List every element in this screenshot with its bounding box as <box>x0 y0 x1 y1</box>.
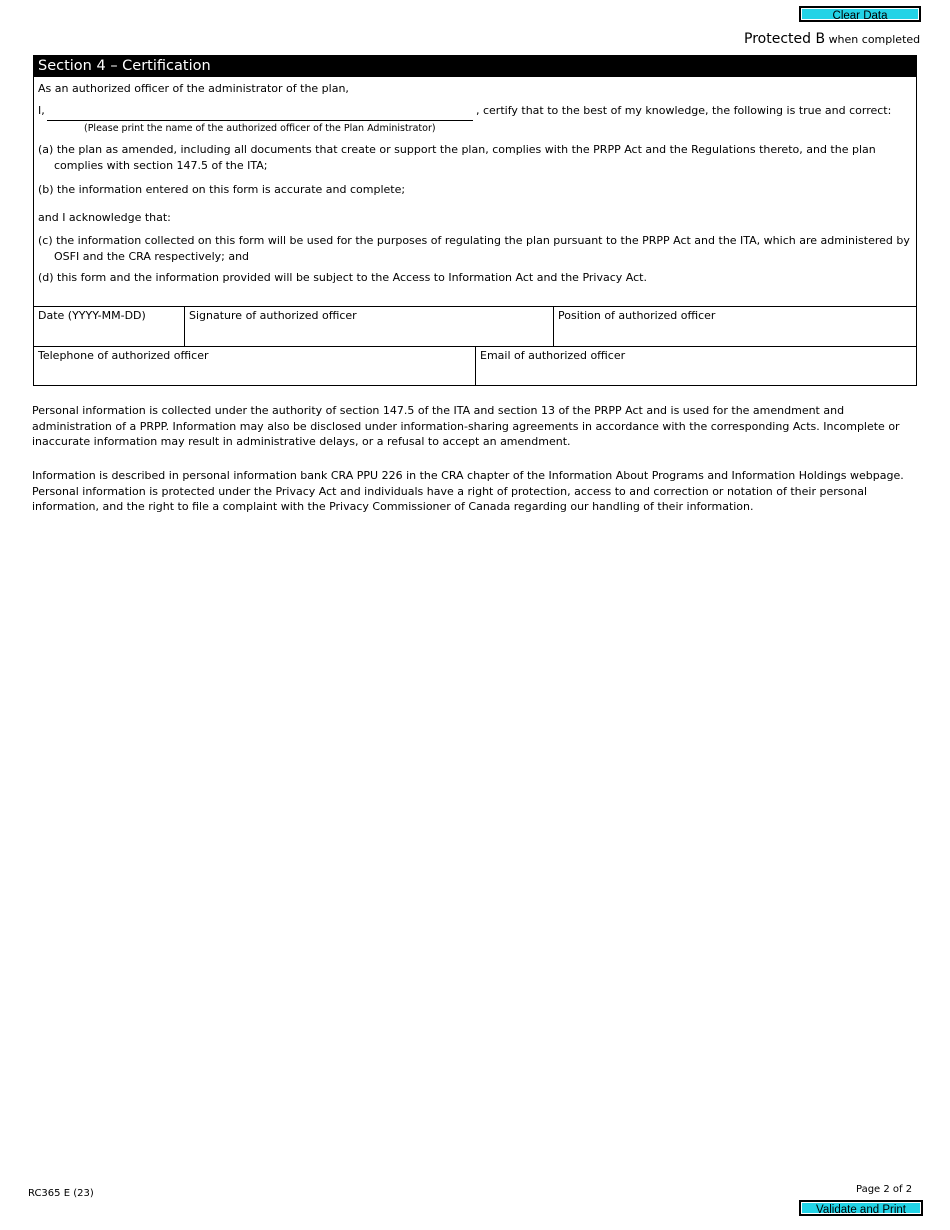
clear-data-button[interactable]: Clear Data <box>799 6 921 22</box>
privacy-notice-bank: Information is described in personal information bank CRA PPU 226 in the CRA chapter of the Information About Programs and Information Holdings webpage. Personal information is protected under the Privacy Act and individuals have a right of protection, access to and correction or notation of their personal information, and the right to file a complaint with the Privacy Commissioner of Canada regarding our handling of their information. <box>32 469 904 513</box>
section-title: Section 4 – Certification <box>33 55 917 77</box>
position-cell <box>553 306 917 347</box>
email-input[interactable] <box>479 367 913 383</box>
position-label: Position of authorized officer <box>558 309 716 322</box>
signature-cell <box>184 306 554 347</box>
officer-name-input[interactable] <box>47 103 473 121</box>
protected-status <box>744 31 920 47</box>
protected-label: Protected B <box>744 31 826 47</box>
telephone-cell <box>33 346 476 386</box>
item-a-line2: complies with section 147.5 of the ITA; <box>54 159 268 172</box>
telephone-input[interactable] <box>37 367 472 383</box>
item-d: (d) this form and the information provided will be subject to the Access to Information Act and the Privacy Act. <box>38 271 647 284</box>
email-cell <box>475 346 917 386</box>
item-b: (b) the information entered on this form is accurate and complete; <box>38 183 406 196</box>
item-c-line2: OSFI and the CRA respectively; and <box>54 250 250 263</box>
date-cell <box>33 306 185 347</box>
signature-label: Signature of authorized officer <box>189 309 357 322</box>
item-c-line1: (c) the information collected on this form will be used for the purposes of regulating the plan pursuant to the PRPP Act and the ITA, which are administered by <box>38 234 910 247</box>
officer-name-hint: (Please print the name of the authorized officer of the Plan Administrator) <box>84 123 436 134</box>
validate-print-button[interactable]: Validate and Print <box>799 1200 923 1216</box>
telephone-label: Telephone of authorized officer <box>38 349 209 362</box>
date-input[interactable] <box>37 328 181 344</box>
i-prefix: I, <box>38 104 45 117</box>
protected-suffix: when completed <box>828 33 921 46</box>
date-label: Date (YYYY-MM-DD) <box>38 309 146 322</box>
position-input[interactable] <box>557 328 913 344</box>
certify-statement: , certify that to the best of my knowledge, the following is true and correct: <box>476 104 892 117</box>
privacy-notice-collection: Personal information is collected under the authority of section 147.5 of the ITA and section 13 of the PRPP Act and is used for the amendment and administration of a PRPP. Information may also be disclosed under information-sharing agreements in accordance with the corresponding Acts. Incomplete or inaccurate information may result in administrative delays, or a refusal to accept an amendment. <box>32 404 900 448</box>
page-number: Page 2 of 2 <box>856 1184 913 1195</box>
form-code: RC365 E (23) <box>28 1188 94 1199</box>
email-label: Email of authorized officer <box>480 349 626 362</box>
item-a-line1: (a) the plan as amended, including all documents that create or support the plan, complies with the PRPP Act and the Regulations thereto, and the plan <box>38 143 876 156</box>
certification-intro: As an authorized officer of the administrator of the plan, <box>38 82 349 95</box>
acknowledge-text: and I acknowledge that: <box>38 211 171 224</box>
